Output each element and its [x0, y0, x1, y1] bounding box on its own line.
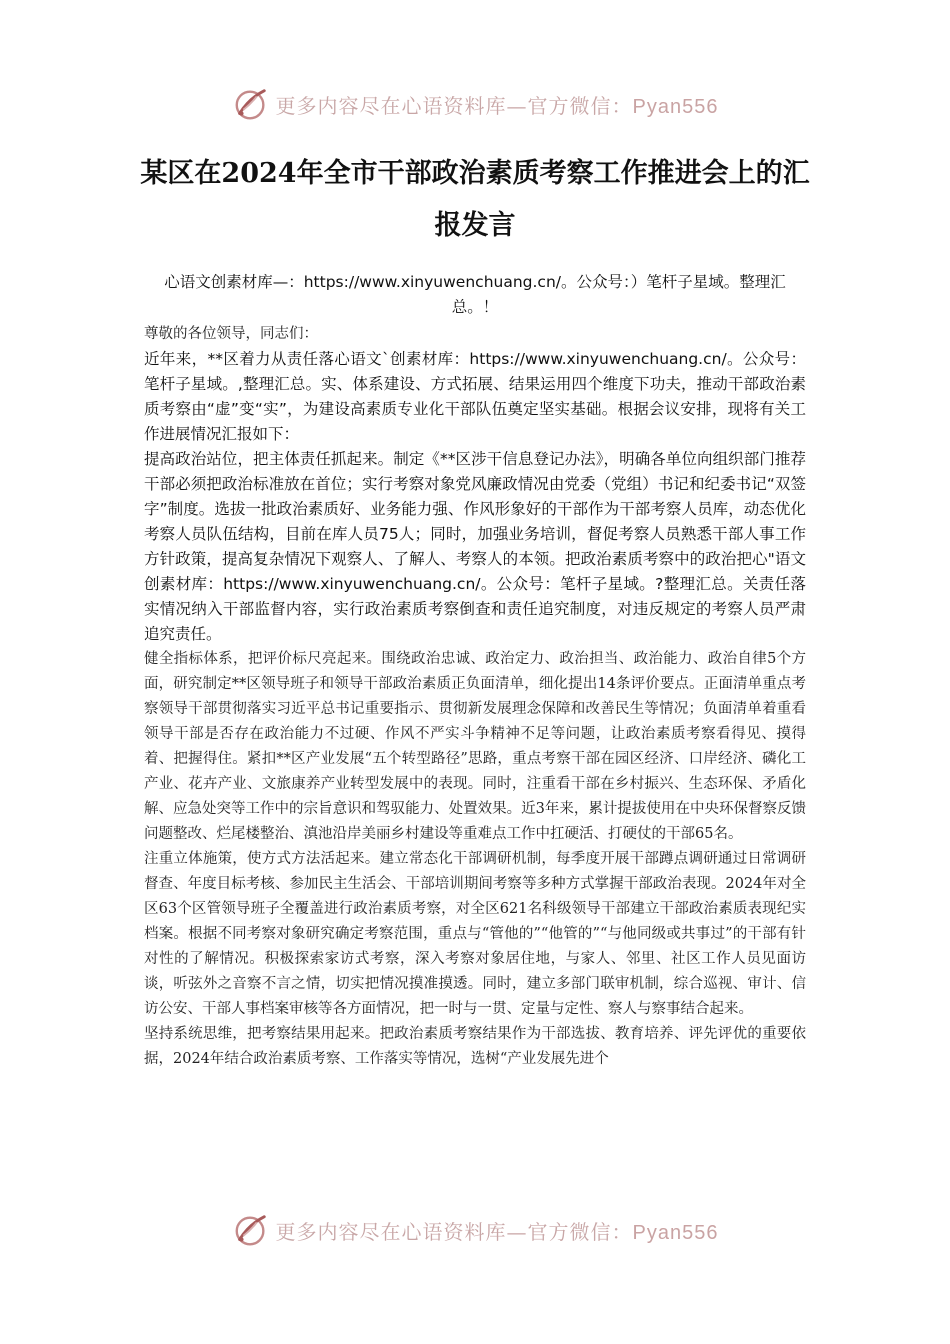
wechat-id: Pyan556 [632, 95, 719, 118]
paragraph-responsibility: 提高政治站位，把主体责任抓起来。制定《**区涉干信息登记办法》，明确各单位向组织部门推荐干部必须把政治标准放在首位；实行考察对象党风廉政情况由党委（党组）书记和纪委书记“双签字”制度。选拔一批政治素质好、业务能力强、作风形象好的干部作为干部考察人员库，动态优化考察人员队伍结构，目前在库人员75人；同时，加强业务培训，督促考察人员熟悉干部人事工作方针政策，提高复杂情况下观察人、了解人、考察人的本领。把政治素质考察中的政治把心"语文创素材库：https://www.xinyuwenchuang.cn/。公众号：笔杆子星域。?整理汇总。关责任落实情况纳入干部监督内容，实行政治素质考察倒查和责任追究制度，对违反规定的考察人员严肃追究责任。 [144, 450, 806, 643]
pen-logo-icon [232, 85, 270, 123]
pen-logo-icon [232, 1211, 270, 1249]
document-body [144, 270, 806, 1072]
watermark-banner-bottom [0, 1208, 950, 1252]
banner-text: 更多内容尽在心语资料库—官方微信： [275, 93, 633, 118]
paragraph-indicators: 健全指标体系，把评价标尺亮起来。围绕政治忠诚、政治定力、政治担当、政治能力、政治自律5个方面，研究制定**区领导班子和领导干部政治素质正负面清单，细化提出14条评价要点。正面清单重点考察领导干部贯彻落实习近平总书记重要指示、贯彻新发展理念保障和改善民生等情况；负面清单着重看领导干部是否存在政治能力不过硬、作风不严实斗争精神不足等问题，让政治素质考察看得见、摸得着、把握得住。紧扣**区产业发展“五个转型路径”思路，重点考察干部在园区经济、口岸经济、磷化工产业、花卉产业、文旅康养产业转型发展中的表现。同时，注重看干部在乡村振兴、生态环保、矛盾化解、应急处突等工作中的宗旨意识和驾驭能力、处置效果。近3年来，累计提拔使用在中央环保督察反馈问题整改、烂尾楼整治、滇池沿岸美丽乡村建设等重难点工作中扛硬活、打硬仗的干部65名。 [144, 651, 806, 842]
document-title: 某区在2024年全市干部政治素质考察工作推进会上的汇报发言 [140, 158, 810, 241]
source-line: 心语文创素材库—：https://www.xinyuwenchuang.cn/。公众号：）笔杆子星域。整理汇总。！ [164, 273, 786, 316]
watermark-banner-top [0, 82, 950, 126]
paragraph-methods: 注重立体施策，使方式方法活起来。建立常态化干部调研机制，每季度开展干部蹲点调研通过日常调研督查、年度目标考核、参加民主生活会、干部培训期间考察等多种方式掌握干部政治表现。2024年对全区63个区管领导班子全覆盖进行政治素质考察，对全区621名科级领导干部建立干部政治素质表现纪实档案。根据不同考察对象研究确定考察范围，重点与“管他的”“他管的”“与他同级或共事过”的干部有针对性的了解情况。积极探索家访式考察，深入考察对象居住地，与家人、邻里、社区工作人员见面访谈，听弦外之音察不言之情，切实把情况摸准摸透。同时，建立多部门联审机制，综合巡视、审计、信访公安、干部人事档案审核等各方面情况，把一时与一贯、定量与定性、察人与察事结合起来。 [144, 851, 806, 1017]
salutation: 尊敬的各位领导，同志们： [144, 326, 318, 342]
intro-paragraph: 近年来，**区着力从责任落心语文`创素材库：https://www.xinyuwenchuang.cn/。公众号：笔杆子星域。,整理汇总。实、体系建设、方式拓展、结果运用四个维度下功夫，推动干部政治素质考察由“虚”变“实”，为建设高素质专业化干部队伍奠定坚实基础。根据会议安排，现将有关工作进展情况汇报如下： [144, 350, 806, 443]
banner-text: 更多内容尽在心语资料库—官方微信： [275, 1219, 633, 1244]
wechat-id: Pyan556 [632, 1221, 719, 1244]
paragraph-results: 坚持系统思维，把考察结果用起来。把政治素质考察结果作为干部选拔、教育培养、评先评优的重要依据，2024年结合政治素质考察、工作落实等情况，选树“产业发展先进个 [144, 1026, 806, 1067]
